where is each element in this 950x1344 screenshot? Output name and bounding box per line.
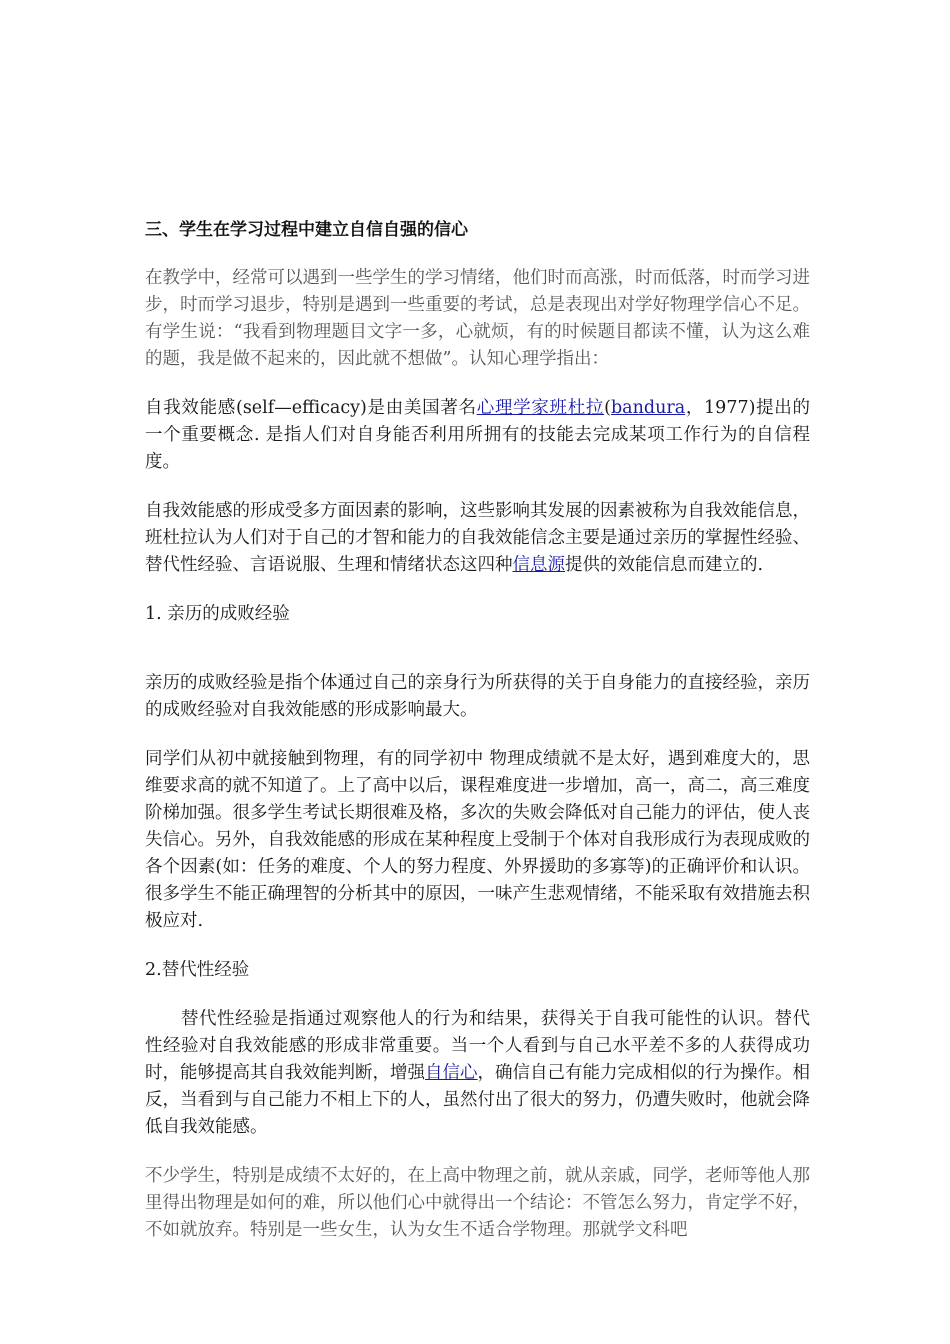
link-bandura[interactable]: bandura [610, 398, 686, 418]
paragraph-vicarious-experience [145, 1006, 810, 1141]
subheading-direct-experience: 1. 亲历的成败经验 [145, 604, 290, 624]
text-segment: ，确信自己有能力完成相似的行为操作。相反，当看到与自己能力不相上下的人，虽然付出了很大的努力，仍遭失败时，他就会降低自我效能感。 [145, 1063, 810, 1137]
link-self-confidence[interactable]: 自信心 [425, 1063, 478, 1083]
section-heading: 三、学生在学习过程中建立自信自强的信心 [145, 220, 468, 240]
document-body [145, 217, 810, 1244]
link-psychologist-bandura[interactable]: 心理学家班杜拉 [476, 398, 605, 418]
text-segment: ( [604, 398, 611, 418]
subheading-vicarious-experience: 2.替代性经验 [145, 960, 250, 980]
paragraph-efficacy-sources [145, 498, 810, 579]
paragraph-direct-experience: 亲历的成败经验是指个体通过自己的亲身行为所获得的关于自身能力的直接经验，亲历的成败经验对自我效能感的形成影响最大。 [145, 673, 810, 720]
paragraph-intro: 在教学中，经常可以遇到一些学生的学习情绪，他们时而高涨，时而低落，时而学习进步，时而学习退步，特别是遇到一些重要的考试，总是表现出对学好物理学信心不足。有学生说：“我看到物理题目文字一多，心就烦，有的时候题目都读不懂，认为这么难的题，我是做不起来的，因此就不想做”。认知心理学指出： [145, 268, 810, 369]
paragraph-students-give-up: 不少学生，特别是成绩不太好的，在上高中物理之前，就从亲戚，同学，老师等他人那里得出物理是如何的难，所以他们心中就得出一个结论：不管怎么努力，肯定学不好，不如就放弃。特别是一些女生，认为女生不适合学物理。那就学文科吧 [145, 1166, 810, 1240]
text-segment: 自我效能感(self—efficacy)是由美国著名 [145, 398, 477, 418]
text-segment: 提供的效能信息而建立的. [565, 555, 764, 575]
text-segment: 自我效能感的形成受多方面因素的影响，这些影响其发展的因素被称为自我效能信息，班杜拉认为人们对于自己的才智和能力的自我效能信念主要是通过亲历的掌握性经验、替代性经验、言语说服、生理和情绪状态这四种 [145, 501, 810, 575]
link-information-source[interactable]: 信息源 [512, 555, 565, 575]
text-segment: ，1977)提出的一个重要概念. 是指人们对自身能否利用所拥有的技能去完成某项工作行为的自信程度。 [145, 398, 811, 472]
paragraph-student-experience: 同学们从初中就接触到物理，有的同学初中 物理成绩就不是太好，遇到难度大的，思维要求高的就不知道了。上了高中以后，课程难度进一步增加，高一，高二，高三难度阶梯加强。很多学生考试长期很难及格，多次的失败会降低对自己能力的评估，使人丧失信心。另外，自我效能感的形成在某种程度上受制于个体对自我形成行为表现成败的各个因素(如：任务的难度、个人的努力程度、外界援助的多寡等)的正确评价和认识。很多学生不能正确理智的分析其中的原因，一味产生悲观情绪，不能采取有效措施去积极应对. [145, 749, 810, 931]
text-segment: 替代性经验是指通过观察他人的行为和结果，获得关于自我可能性的认识。替代性经验对自我效能感的形成非常重要。当一个人看到与自己水平差不多的人获得成功时，能够提高其自我效能判断，增强 [145, 1009, 810, 1083]
paragraph-self-efficacy-definition [145, 395, 810, 476]
